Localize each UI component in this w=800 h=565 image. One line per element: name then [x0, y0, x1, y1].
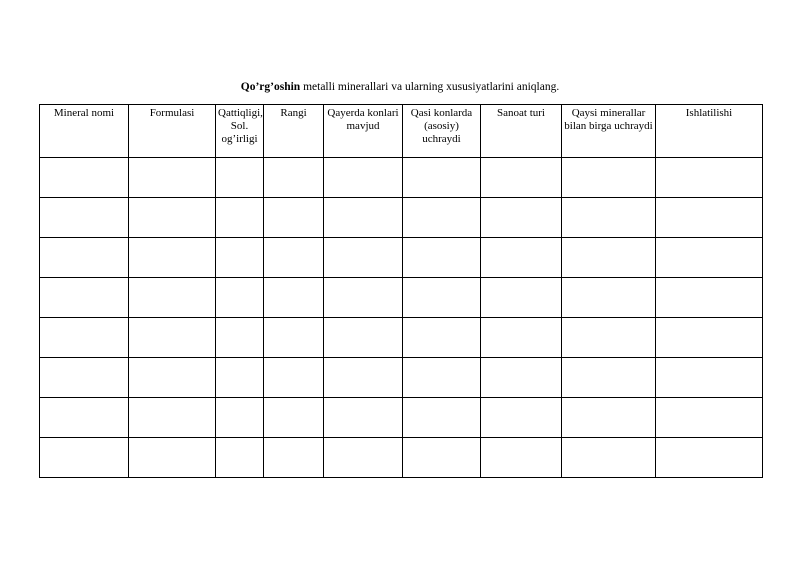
table-cell	[129, 398, 216, 438]
header-hardness-gravity: Qattiqligi, Sol. og’irligi	[216, 105, 264, 158]
table-cell	[562, 438, 656, 478]
table-cell	[481, 318, 562, 358]
table-cell	[216, 318, 264, 358]
table-cell	[403, 198, 481, 238]
table-cell	[216, 158, 264, 198]
table-cell	[656, 278, 763, 318]
header-deposit-location: Qayerda konlari mavjud	[324, 105, 403, 158]
header-formula: Formulasi	[129, 105, 216, 158]
table-cell	[403, 278, 481, 318]
table-cell	[562, 198, 656, 238]
table-cell	[129, 438, 216, 478]
table-cell	[264, 438, 324, 478]
header-associated-minerals: Qaysi minerallar bilan birga uchraydi	[562, 105, 656, 158]
table-cell	[481, 238, 562, 278]
table-cell	[40, 358, 129, 398]
minerals-table	[39, 104, 763, 478]
table-cell	[129, 278, 216, 318]
table-cell	[129, 358, 216, 398]
table-row	[40, 238, 763, 278]
table-cell	[40, 278, 129, 318]
table-cell	[403, 438, 481, 478]
page-title	[0, 80, 800, 94]
table-cell	[40, 158, 129, 198]
table-cell	[216, 358, 264, 398]
table-cell	[656, 158, 763, 198]
table-cell	[656, 358, 763, 398]
table-cell	[264, 358, 324, 398]
header-industry-type: Sanoat turi	[481, 105, 562, 158]
table-cell	[656, 318, 763, 358]
table-row	[40, 158, 763, 198]
table-cell	[264, 238, 324, 278]
table-row	[40, 398, 763, 438]
table-cell	[481, 438, 562, 478]
table-cell	[481, 278, 562, 318]
table-cell	[216, 198, 264, 238]
header-main-deposits: Qasi konlarda (asosiy) uchraydi	[403, 105, 481, 158]
table-cell	[264, 318, 324, 358]
table-cell	[129, 158, 216, 198]
table-cell	[264, 198, 324, 238]
table-cell	[129, 238, 216, 278]
table-cell	[656, 438, 763, 478]
table-cell	[562, 158, 656, 198]
table-cell	[40, 198, 129, 238]
table-cell	[562, 398, 656, 438]
table-cell	[40, 238, 129, 278]
table-row	[40, 278, 763, 318]
table-cell	[324, 358, 403, 398]
table-cell	[216, 398, 264, 438]
table-cell	[403, 158, 481, 198]
table-cell	[324, 278, 403, 318]
table-cell	[656, 198, 763, 238]
table-cell	[403, 358, 481, 398]
table-row	[40, 438, 763, 478]
table-cell	[656, 398, 763, 438]
table-cell	[216, 278, 264, 318]
table-cell	[324, 398, 403, 438]
table-cell	[324, 438, 403, 478]
table-cell	[481, 158, 562, 198]
table-cell	[129, 198, 216, 238]
table-cell	[481, 358, 562, 398]
table-cell	[264, 278, 324, 318]
table-cell	[324, 318, 403, 358]
table-cell	[324, 158, 403, 198]
table-row	[40, 358, 763, 398]
header-usage: Ishlatilishi	[656, 105, 763, 158]
table-cell	[324, 238, 403, 278]
table-row	[40, 198, 763, 238]
table-cell	[403, 398, 481, 438]
table-row	[40, 318, 763, 358]
table-cell	[481, 398, 562, 438]
table-body	[40, 158, 763, 478]
table-cell	[562, 278, 656, 318]
table-cell	[562, 358, 656, 398]
table-cell	[40, 438, 129, 478]
title-bold: Qo’rg’oshin	[240, 81, 301, 93]
table-cell	[216, 438, 264, 478]
header-color: Rangi	[264, 105, 324, 158]
header-row	[40, 105, 763, 158]
table-cell	[264, 398, 324, 438]
table-cell	[656, 238, 763, 278]
table-cell	[562, 238, 656, 278]
table-cell	[129, 318, 216, 358]
table-cell	[40, 318, 129, 358]
table-cell	[216, 238, 264, 278]
table-cell	[481, 198, 562, 238]
table-cell	[562, 318, 656, 358]
table-cell	[324, 198, 403, 238]
table-cell	[40, 398, 129, 438]
title-rest: metalli minerallari va ularning xususiyatlarini aniqlang.	[300, 81, 560, 93]
table-cell	[403, 318, 481, 358]
header-mineral-name: Mineral nomi	[40, 105, 129, 158]
table-cell	[403, 238, 481, 278]
table-cell	[264, 158, 324, 198]
